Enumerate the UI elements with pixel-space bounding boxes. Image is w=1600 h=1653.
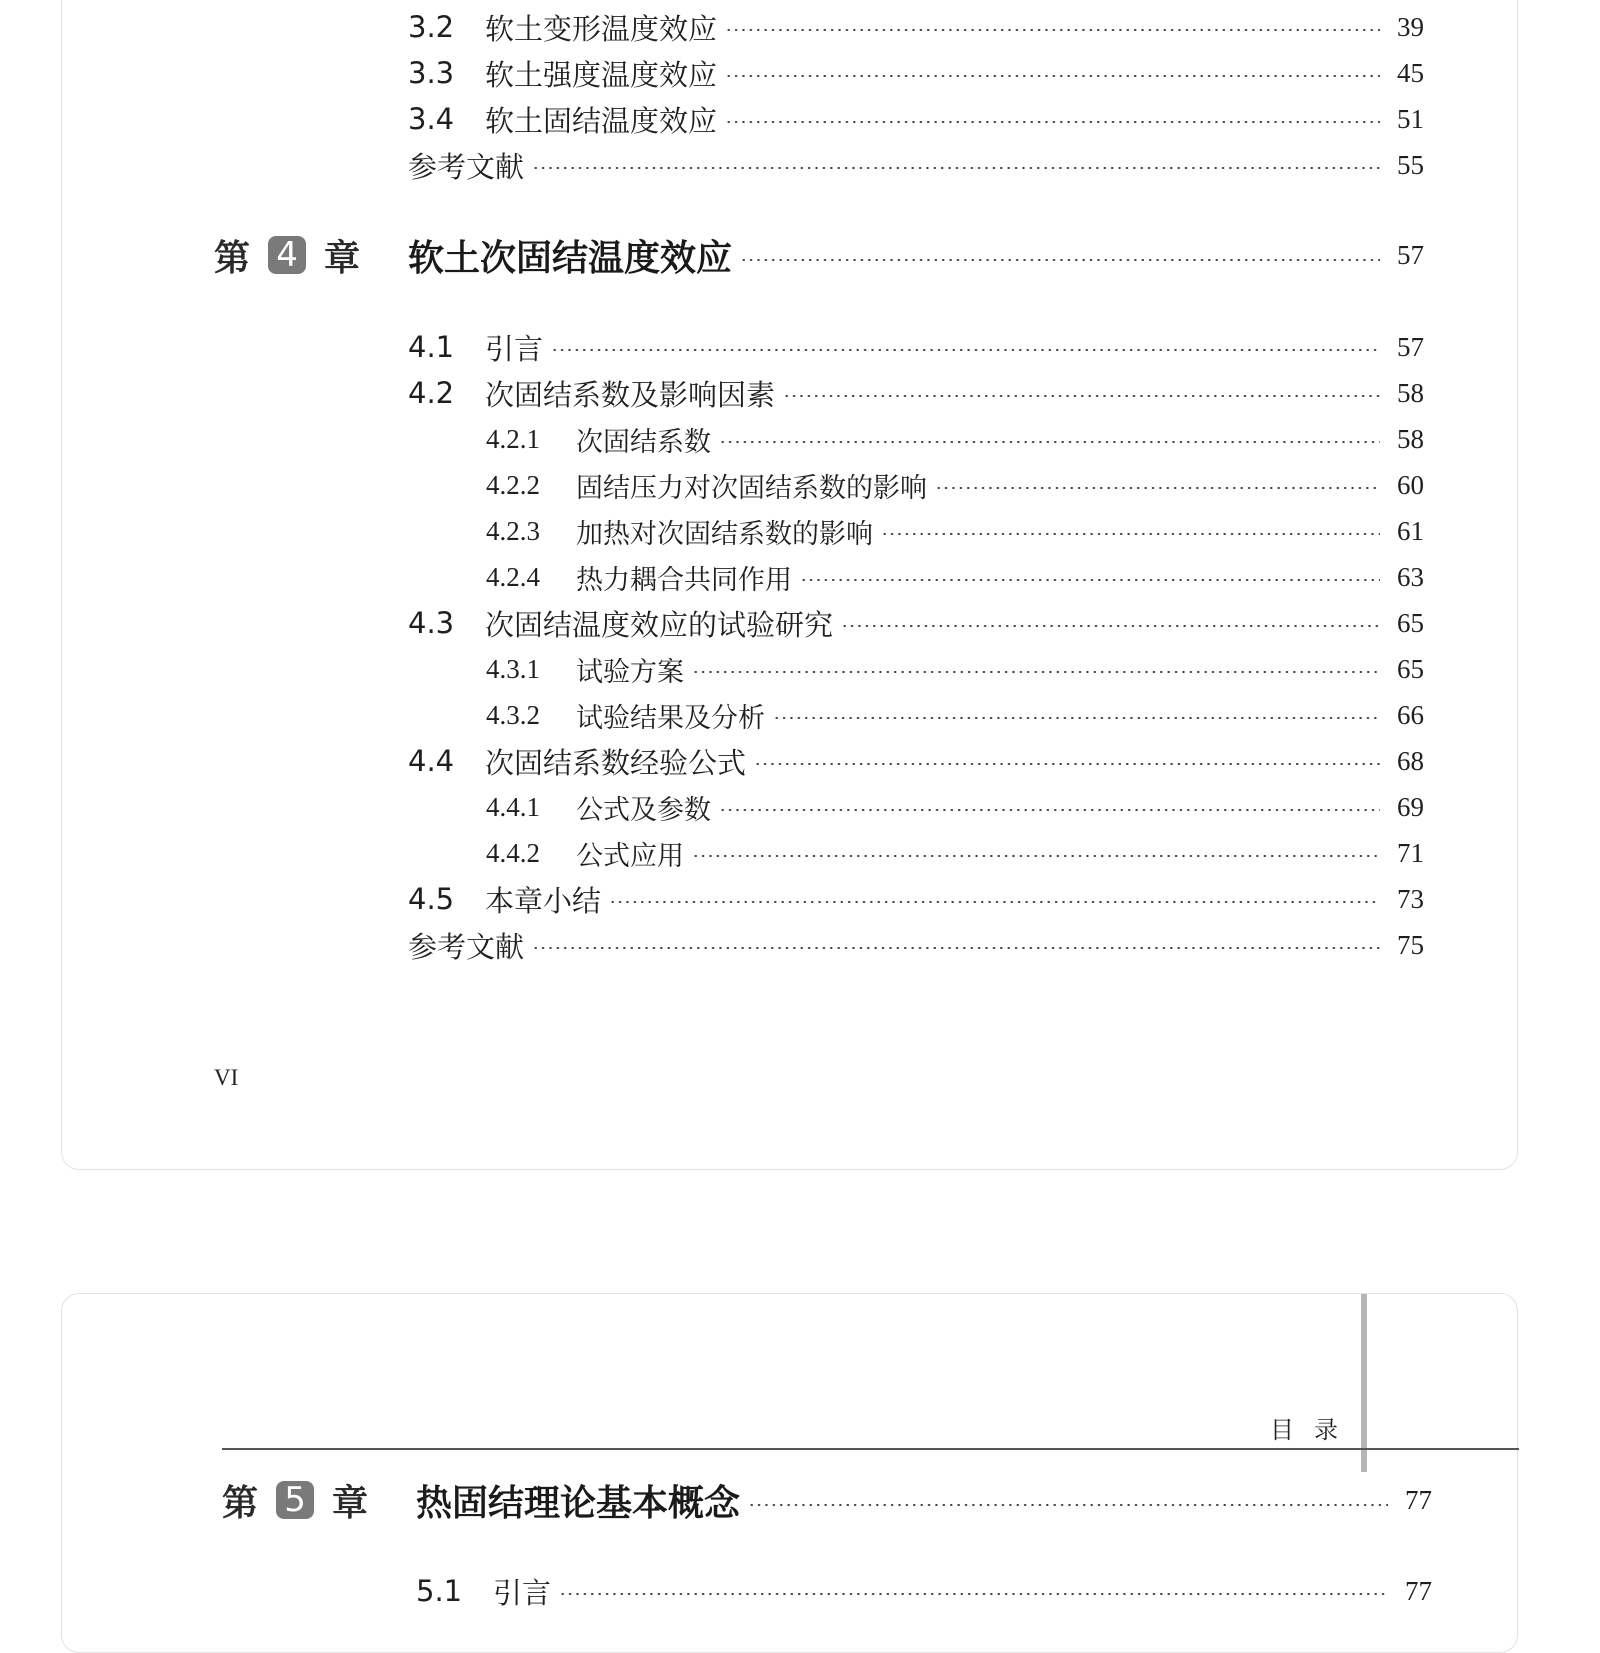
dot-leader — [740, 259, 1380, 261]
toc-entry[interactable] — [408, 99, 1424, 139]
dot-leader — [841, 625, 1380, 627]
running-header: 目录 — [1270, 1416, 1358, 1444]
section-title: 本章小结 — [485, 883, 602, 918]
header-accent-bar — [1361, 1294, 1367, 1472]
subsection-title: 次固结系数 — [576, 426, 711, 458]
dot-leader — [719, 441, 1380, 443]
section-number: 5.1 — [416, 1574, 463, 1608]
dot-leader — [800, 579, 1380, 581]
dot-leader — [935, 487, 1380, 489]
toc-entry[interactable] — [408, 603, 1424, 643]
toc-entry[interactable] — [408, 53, 1424, 93]
chapter-prefix: 第 — [214, 237, 251, 279]
page-number: 75 — [1397, 929, 1424, 960]
toc-entry[interactable] — [416, 1571, 1432, 1611]
section-title: 软土强度温度效应 — [485, 57, 718, 92]
toc-entry[interactable] — [408, 741, 1424, 781]
page-number: 58 — [1397, 423, 1424, 454]
toc-entry-references[interactable] — [408, 925, 1424, 965]
toc-entry[interactable] — [408, 373, 1424, 413]
page-number: 51 — [1397, 103, 1424, 134]
subsection-number: 4.4.1 — [486, 791, 540, 822]
chapter-number-badge: 4 — [268, 236, 306, 274]
chapter-number-badge: 5 — [276, 1481, 314, 1519]
section-number: 3.4 — [408, 102, 455, 136]
subsection-number: 4.2.3 — [486, 515, 540, 546]
page-number: 65 — [1397, 653, 1424, 684]
subsection-number: 4.2.2 — [486, 469, 540, 500]
page-number: 71 — [1397, 837, 1424, 868]
section-title: 软土变形温度效应 — [485, 11, 718, 46]
section-title: 软土固结温度效应 — [485, 103, 718, 138]
section-title: 次固结系数经验公式 — [485, 745, 747, 780]
dot-leader — [559, 1593, 1388, 1595]
dot-leader — [748, 1504, 1388, 1506]
dot-leader — [725, 121, 1380, 123]
chapter-suffix: 章 — [332, 1482, 369, 1524]
dot-leader — [773, 717, 1380, 719]
subsection-number: 4.3.1 — [486, 653, 540, 684]
section-number: 4.2 — [408, 376, 455, 410]
page-number: 68 — [1397, 745, 1424, 776]
page-number: 63 — [1397, 561, 1424, 592]
dot-leader — [532, 947, 1380, 949]
page-number: 65 — [1397, 607, 1424, 638]
section-title: 引言 — [493, 1575, 552, 1610]
section-title: 次固结系数及影响因素 — [485, 377, 776, 412]
dot-leader — [692, 671, 1380, 673]
chapter-title: 软土次固结温度效应 — [408, 237, 733, 279]
dot-leader — [719, 809, 1380, 811]
subsection-number: 4.3.2 — [486, 699, 540, 730]
page-number: 58 — [1397, 377, 1424, 408]
page-number: 55 — [1397, 149, 1424, 180]
section-number: 4.1 — [408, 330, 455, 364]
subsection-title: 公式应用 — [576, 840, 684, 872]
page-number: 77 — [1405, 1484, 1432, 1515]
header-rule — [222, 1448, 1519, 1450]
chapter-suffix: 章 — [324, 237, 361, 279]
page-number: 39 — [1397, 11, 1424, 42]
page-number: 77 — [1405, 1575, 1432, 1606]
subsection-title: 固结压力对次固结系数的影响 — [576, 472, 927, 504]
toc-entry[interactable] — [408, 7, 1424, 47]
references-title: 参考文献 — [408, 149, 525, 184]
dot-leader — [783, 395, 1380, 397]
subsection-number: 4.2.4 — [486, 561, 540, 592]
subsection-title: 热力耦合共同作用 — [576, 564, 792, 596]
page-number: 69 — [1397, 791, 1424, 822]
subsection-title: 加热对次固结系数的影响 — [576, 518, 873, 550]
chapter-heading[interactable] — [214, 227, 1424, 283]
section-number: 3.2 — [408, 10, 455, 44]
toc-subentry[interactable] — [486, 787, 1424, 827]
toc-subentry[interactable] — [486, 833, 1424, 873]
dot-leader — [532, 167, 1380, 169]
dot-leader — [754, 763, 1380, 765]
page-number: 60 — [1397, 469, 1424, 500]
section-number: 4.5 — [408, 882, 455, 916]
page-number: 57 — [1397, 331, 1424, 362]
toc-entry-references[interactable] — [408, 145, 1424, 185]
page-number: 57 — [1397, 239, 1424, 270]
subsection-title: 公式及参数 — [576, 794, 711, 826]
section-number: 4.3 — [408, 606, 455, 640]
dot-leader — [881, 533, 1380, 535]
references-title: 参考文献 — [408, 929, 525, 964]
page-number: 73 — [1397, 883, 1424, 914]
section-title: 次固结温度效应的试验研究 — [485, 607, 834, 642]
toc-subentry[interactable] — [486, 511, 1424, 551]
subsection-number: 4.4.2 — [486, 837, 540, 868]
page-number: 66 — [1397, 699, 1424, 730]
dot-leader — [725, 75, 1380, 77]
toc-subentry[interactable] — [486, 465, 1424, 505]
subsection-number: 4.2.1 — [486, 423, 540, 454]
chapter-prefix: 第 — [222, 1482, 259, 1524]
toc-page-vi — [61, 0, 1518, 1170]
chapter-heading[interactable] — [222, 1472, 1432, 1528]
subsection-title: 试验结果及分析 — [576, 702, 765, 734]
toc-subentry[interactable] — [486, 557, 1424, 597]
toc-subentry[interactable] — [486, 649, 1424, 689]
toc-subentry[interactable] — [486, 419, 1424, 459]
section-number: 3.3 — [408, 56, 455, 90]
footer-page-number: VI — [214, 1065, 239, 1090]
section-number: 4.4 — [408, 744, 455, 778]
page-number: 61 — [1397, 515, 1424, 546]
dot-leader — [609, 901, 1380, 903]
toc-entry[interactable] — [408, 327, 1424, 367]
toc-subentry[interactable] — [486, 695, 1424, 735]
dot-leader — [551, 349, 1380, 351]
subsection-title: 试验方案 — [576, 656, 684, 688]
dot-leader — [692, 855, 1380, 857]
toc-entry[interactable] — [408, 879, 1424, 919]
toc-page-vii — [61, 1293, 1518, 1653]
section-title: 引言 — [485, 331, 544, 366]
page-number: 45 — [1397, 57, 1424, 88]
chapter-title: 热固结理论基本概念 — [416, 1482, 741, 1524]
dot-leader — [725, 29, 1380, 31]
